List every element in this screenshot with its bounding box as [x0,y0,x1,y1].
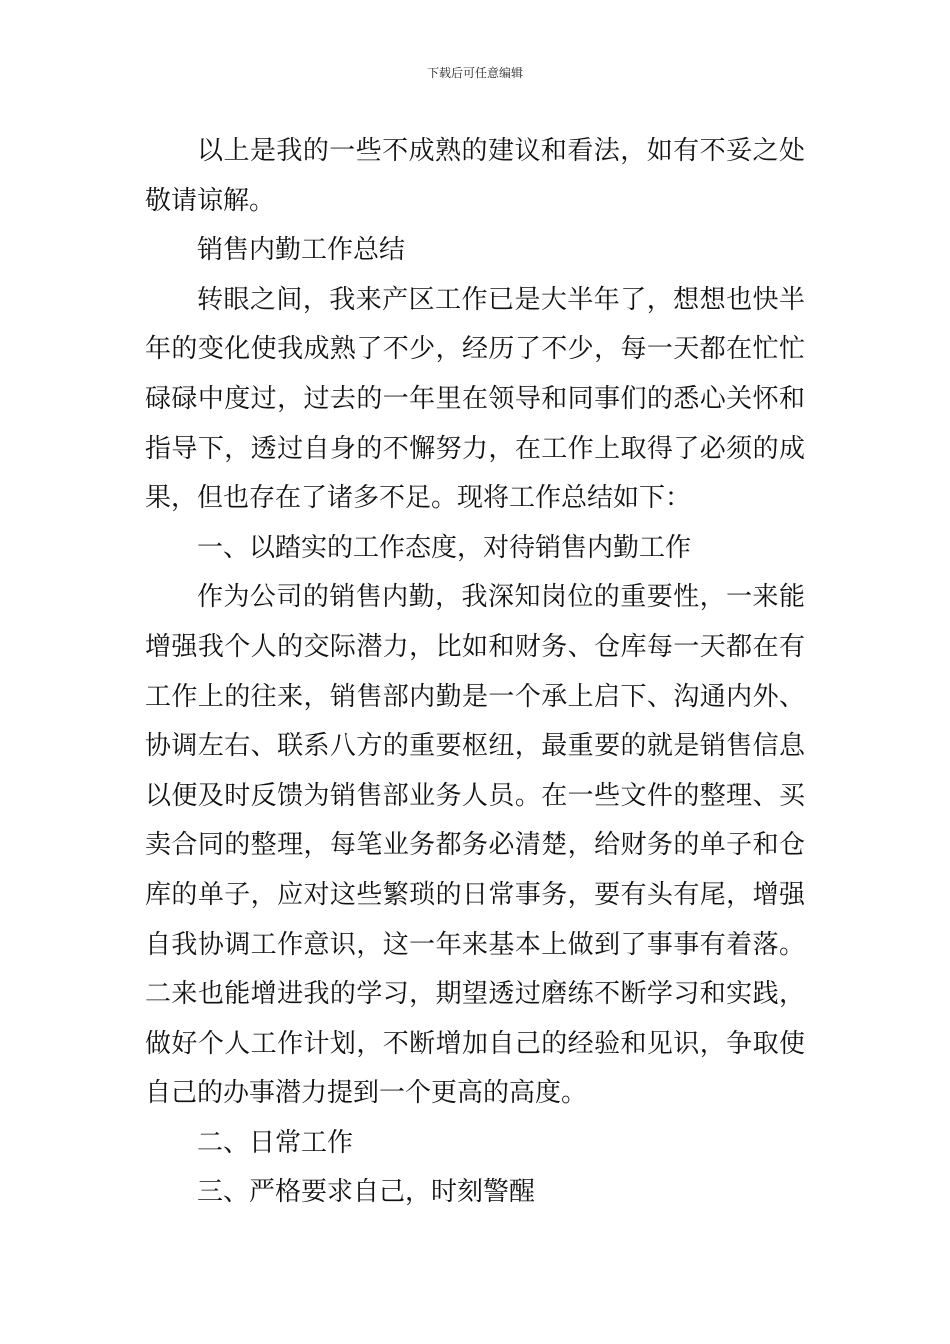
text-line: 增强我个人的交际潜力，比如和财务、仓库每一天都在有 [145,631,805,662]
text-line: 自己的办事潜力提到一个更高的高度。 [145,1078,588,1109]
text-line: 年的变化使我成熟了不少，经历了不少，每一天都在忙忙 [145,334,805,365]
text-line: 协调左右、联系八方的重要枢纽，最重要的就是销售信息 [145,731,805,762]
text-line: 卖合同的整理，每笔业务都务必清楚，给财务的单子和仓 [145,830,805,861]
text-line: 做好个人工作计划，不断增加自己的经验和见识，争取使 [145,1028,805,1059]
text-line: 碌碌中度过，过去的一年里在领导和同事们的悉心关怀和 [145,383,805,414]
text-line: 以上是我的一些不成熟的建议和看法，如有不妥之处 [197,136,805,166]
text-line: 以便及时反馈为销售部业务人员。在一些文件的整理、买 [145,780,805,811]
text-line: 敬请谅解。 [145,185,276,216]
text-line: 库的单子，应对这些繁琐的日常事务，要有头有尾，增强 [145,879,805,910]
section-heading: 一、以踏实的工作态度，对待销售内勤工作 [197,532,692,563]
text-line: 自我协调工作意识，这一年来基本上做到了事事有着落。 [145,929,805,960]
page-header-note: 下载后可任意编辑 [426,66,523,80]
text-line: 工作上的往来，销售部内勤是一个承上启下、沟通内外、 [145,681,805,712]
section-heading: 二、日常工作 [197,1127,354,1158]
text-line: 指导下，透过自身的不懈努力，在工作上取得了必须的成 [145,433,805,464]
section-title: 销售内勤工作总结 [197,235,406,266]
text-line: 果，但也存在了诸多不足。现将工作总结如下： [145,483,692,514]
text-line: 二来也能增进我的学习，期望透过磨练不断学习和实践， [145,979,805,1010]
text-line: 作为公司的销售内勤，我深知岗位的重要性，一来能 [197,582,805,613]
document-body [145,127,805,1218]
text-line: 转眼之间，我来产区工作已是大半年了，想想也快半 [197,284,805,315]
section-heading: 三、严格要求自己，时刻警醒 [197,1177,536,1208]
